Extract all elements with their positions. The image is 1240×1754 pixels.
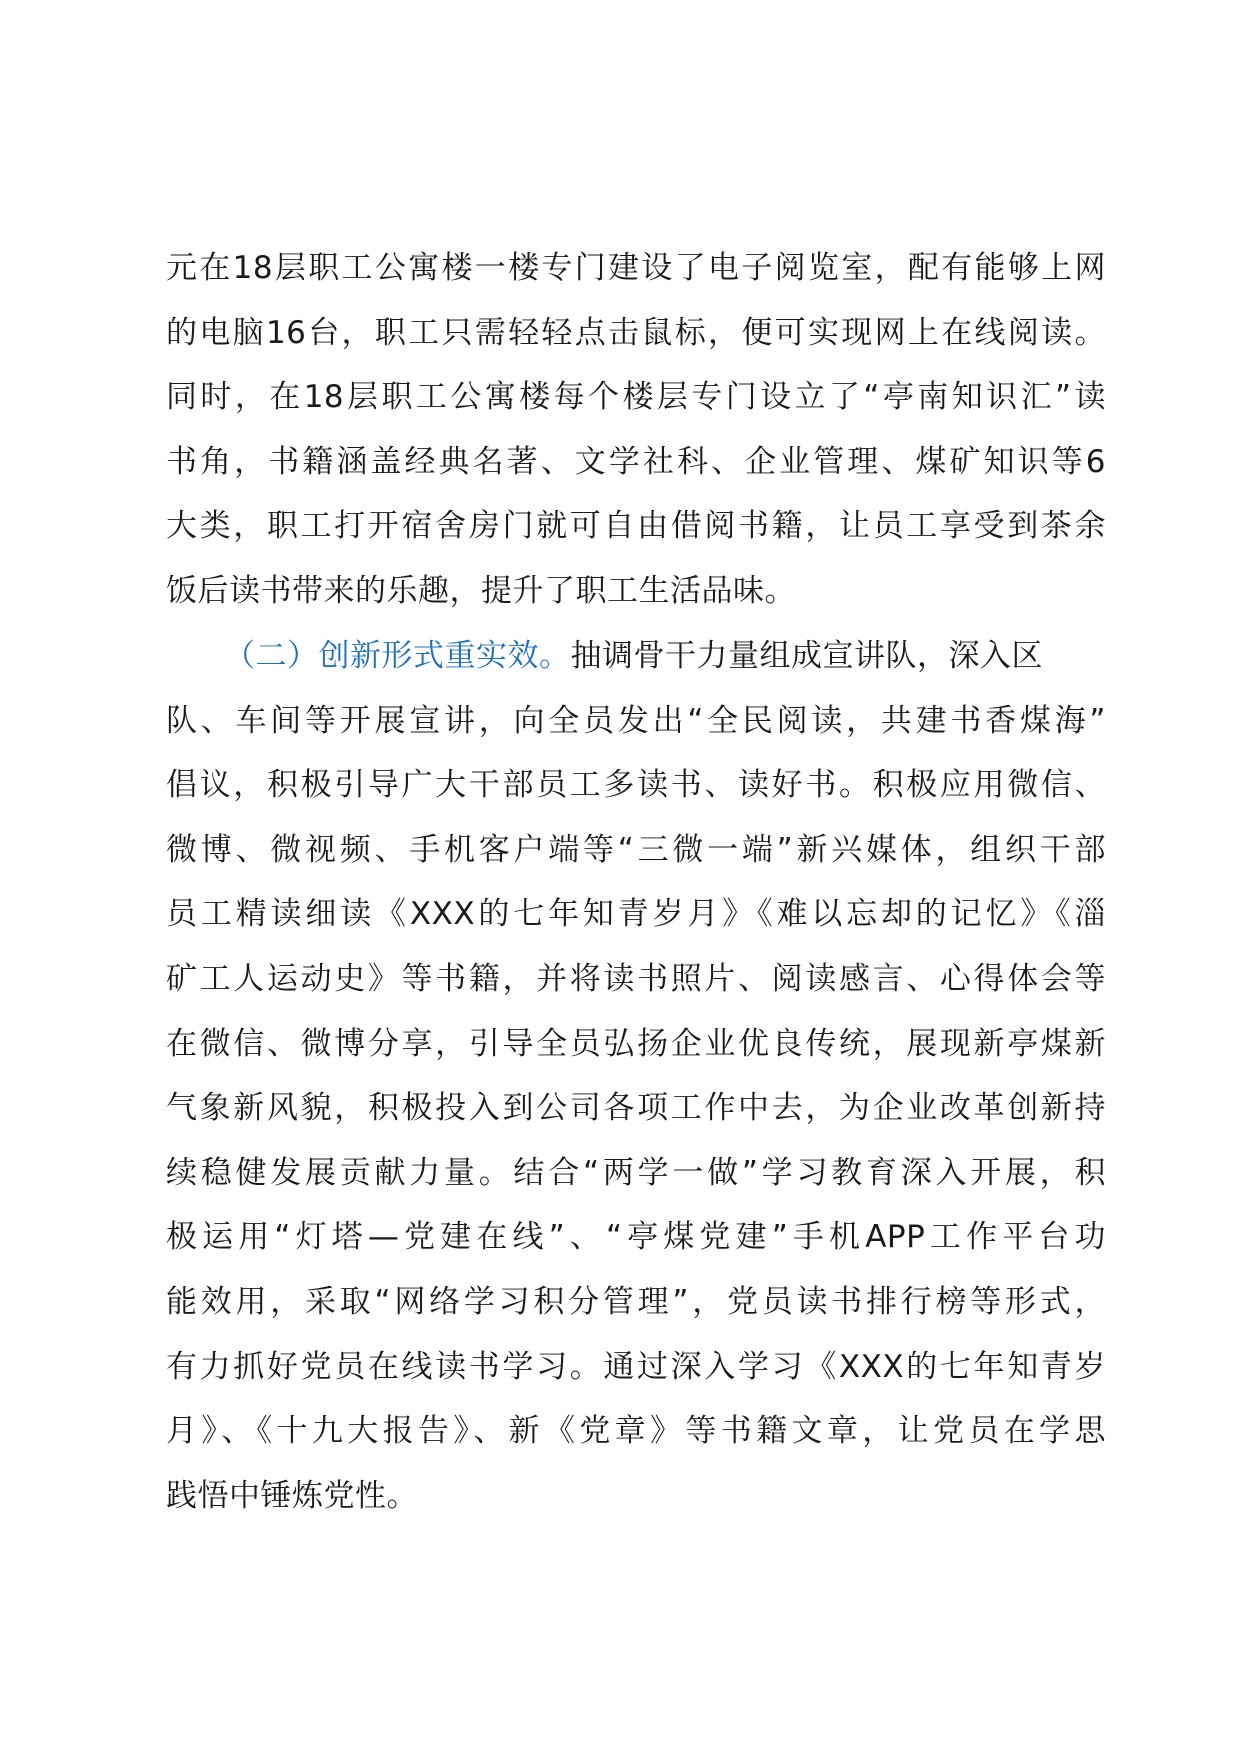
paragraph-line: 队、车间等开展宣讲，向全员发出“全民阅读，共建书香煤海” xyxy=(166,702,1106,739)
paragraph-line: 践悟中锤炼党性。 xyxy=(166,1477,418,1514)
paragraph-line: 矿工人运动史》等书籍，并将读书照片、阅读感言、心得体会等 xyxy=(166,960,1106,997)
paragraph-line: 有力抓好党员在线读书学习。通过深入学习《XXX的七年知青岁 xyxy=(166,1348,1106,1385)
paragraph-text: 抽调骨干力量组成宣讲队，深入区 xyxy=(570,638,1043,674)
paragraph-line: 气象新风貌，积极投入到公司各项工作中去，为企业改革创新持 xyxy=(166,1090,1106,1127)
paragraph-line: 能效用，采取“网络学习积分管理”，党员读书排行榜等形式， xyxy=(166,1283,1106,1320)
paragraph-line: 同时，在18层职工公寓楼每个楼层专门设立了“亭南知识汇”读 xyxy=(166,379,1106,416)
paragraph-innovative-forms xyxy=(166,624,1106,1528)
paragraph-line: 微博、微视频、手机客户端等“三微一端”新兴媒体，组织干部 xyxy=(166,831,1106,868)
paragraph-line: 元在18层职工公寓楼一楼专门建设了电子阅览室，配有能够上网 xyxy=(166,250,1106,286)
paragraph-line: 极运用“灯塔—党建在线”、“亭煤党建”手机APP工作平台功 xyxy=(166,1219,1106,1256)
paragraph-line: 的电脑16台，职工只需轻轻点击鼠标，便可实现网上在线阅读。 xyxy=(166,314,1106,351)
paragraph-line: 续稳健发展贡献力量。结合“两学一做”学习教育深入开展，积 xyxy=(166,1154,1106,1191)
paragraph-line: 员工精读细读《XXX的七年知青岁月》《难以忘却的记忆》《淄 xyxy=(166,896,1106,933)
paragraph-line: 饭后读书带来的乐趣，提升了职工生活品味。 xyxy=(166,572,796,609)
paragraph-line: 月》、《十九大报告》、新《党章》等书籍文章，让党员在学思 xyxy=(166,1413,1106,1450)
paragraph-first-line xyxy=(166,624,1106,689)
paragraph-line: 大类，职工打开宿舍房门就可自由借阅书籍，让员工享受到茶余 xyxy=(166,508,1106,545)
paragraph-line: 在微信、微博分享，引导全员弘扬企业优良传统，展现新亭煤新 xyxy=(166,1025,1106,1062)
paragraph-line: 书角，书籍涵盖经典名著、文学社科、企业管理、煤矿知识等6 xyxy=(166,443,1106,480)
paragraph-line: 倡议，积极引导广大干部员工多读书、读好书。积极应用微信、 xyxy=(166,767,1106,804)
paragraph-reading-rooms xyxy=(166,236,1106,624)
section-heading: （二）创新形式重实效。 xyxy=(224,638,571,674)
